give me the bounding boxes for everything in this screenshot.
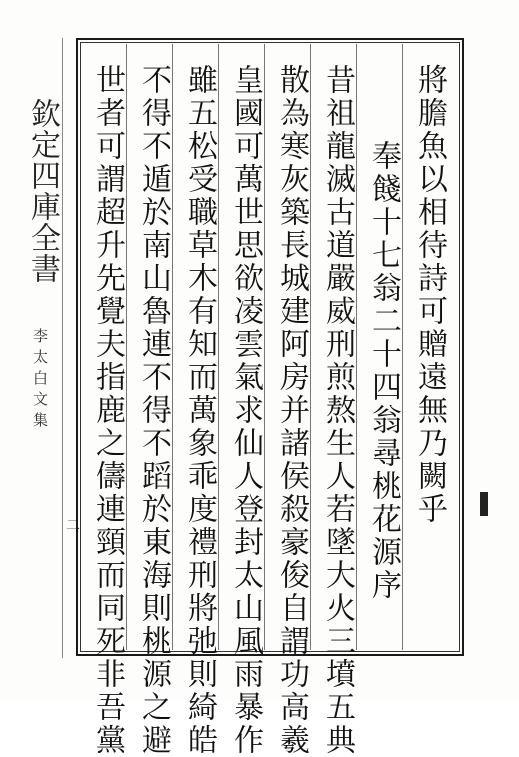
column-rule: [218, 44, 219, 650]
text-column-2: 奉餞十七翁二十四翁尋桃花源序: [366, 140, 401, 602]
column-rule: [310, 44, 311, 650]
page-margin: [0, 38, 62, 658]
fold-line: [62, 38, 63, 658]
text-column-3: 昔祖龍滅古道嚴威刑煎熬生人若墜大火三墳五典: [320, 64, 355, 757]
page-number: 二: [66, 518, 80, 534]
text-column-6: 雖五松受職草木有知而萬象乖度禮刑將弛則綺皓: [182, 64, 217, 757]
column-rule: [126, 44, 127, 650]
column-rule: [172, 44, 173, 650]
text-column-5: 皇國可萬世思欲凌雲氣求仙人登封太山風雨暴作: [228, 64, 263, 757]
edge-mark: [480, 492, 488, 516]
column-rule: [264, 44, 265, 650]
text-column-7: 不得不遁於南山魯連不得不蹈於東海則桃源之避: [136, 64, 171, 757]
text-column-8: 世者可謂超升先覺夫指鹿之儔連頸而同死非吾黨: [90, 64, 125, 757]
text-column-1: 將膽魚以相待詩可贈遠無乃闕乎: [412, 64, 447, 526]
library-title: 欽定四庫全書: [25, 98, 60, 284]
book-title: 李太白文集: [31, 328, 49, 433]
column-rule: [356, 44, 357, 650]
text-column-4: 散為寒灰築長城建阿房并諸侯殺豪俊自謂功高羲: [274, 64, 309, 757]
column-rule: [402, 44, 403, 650]
